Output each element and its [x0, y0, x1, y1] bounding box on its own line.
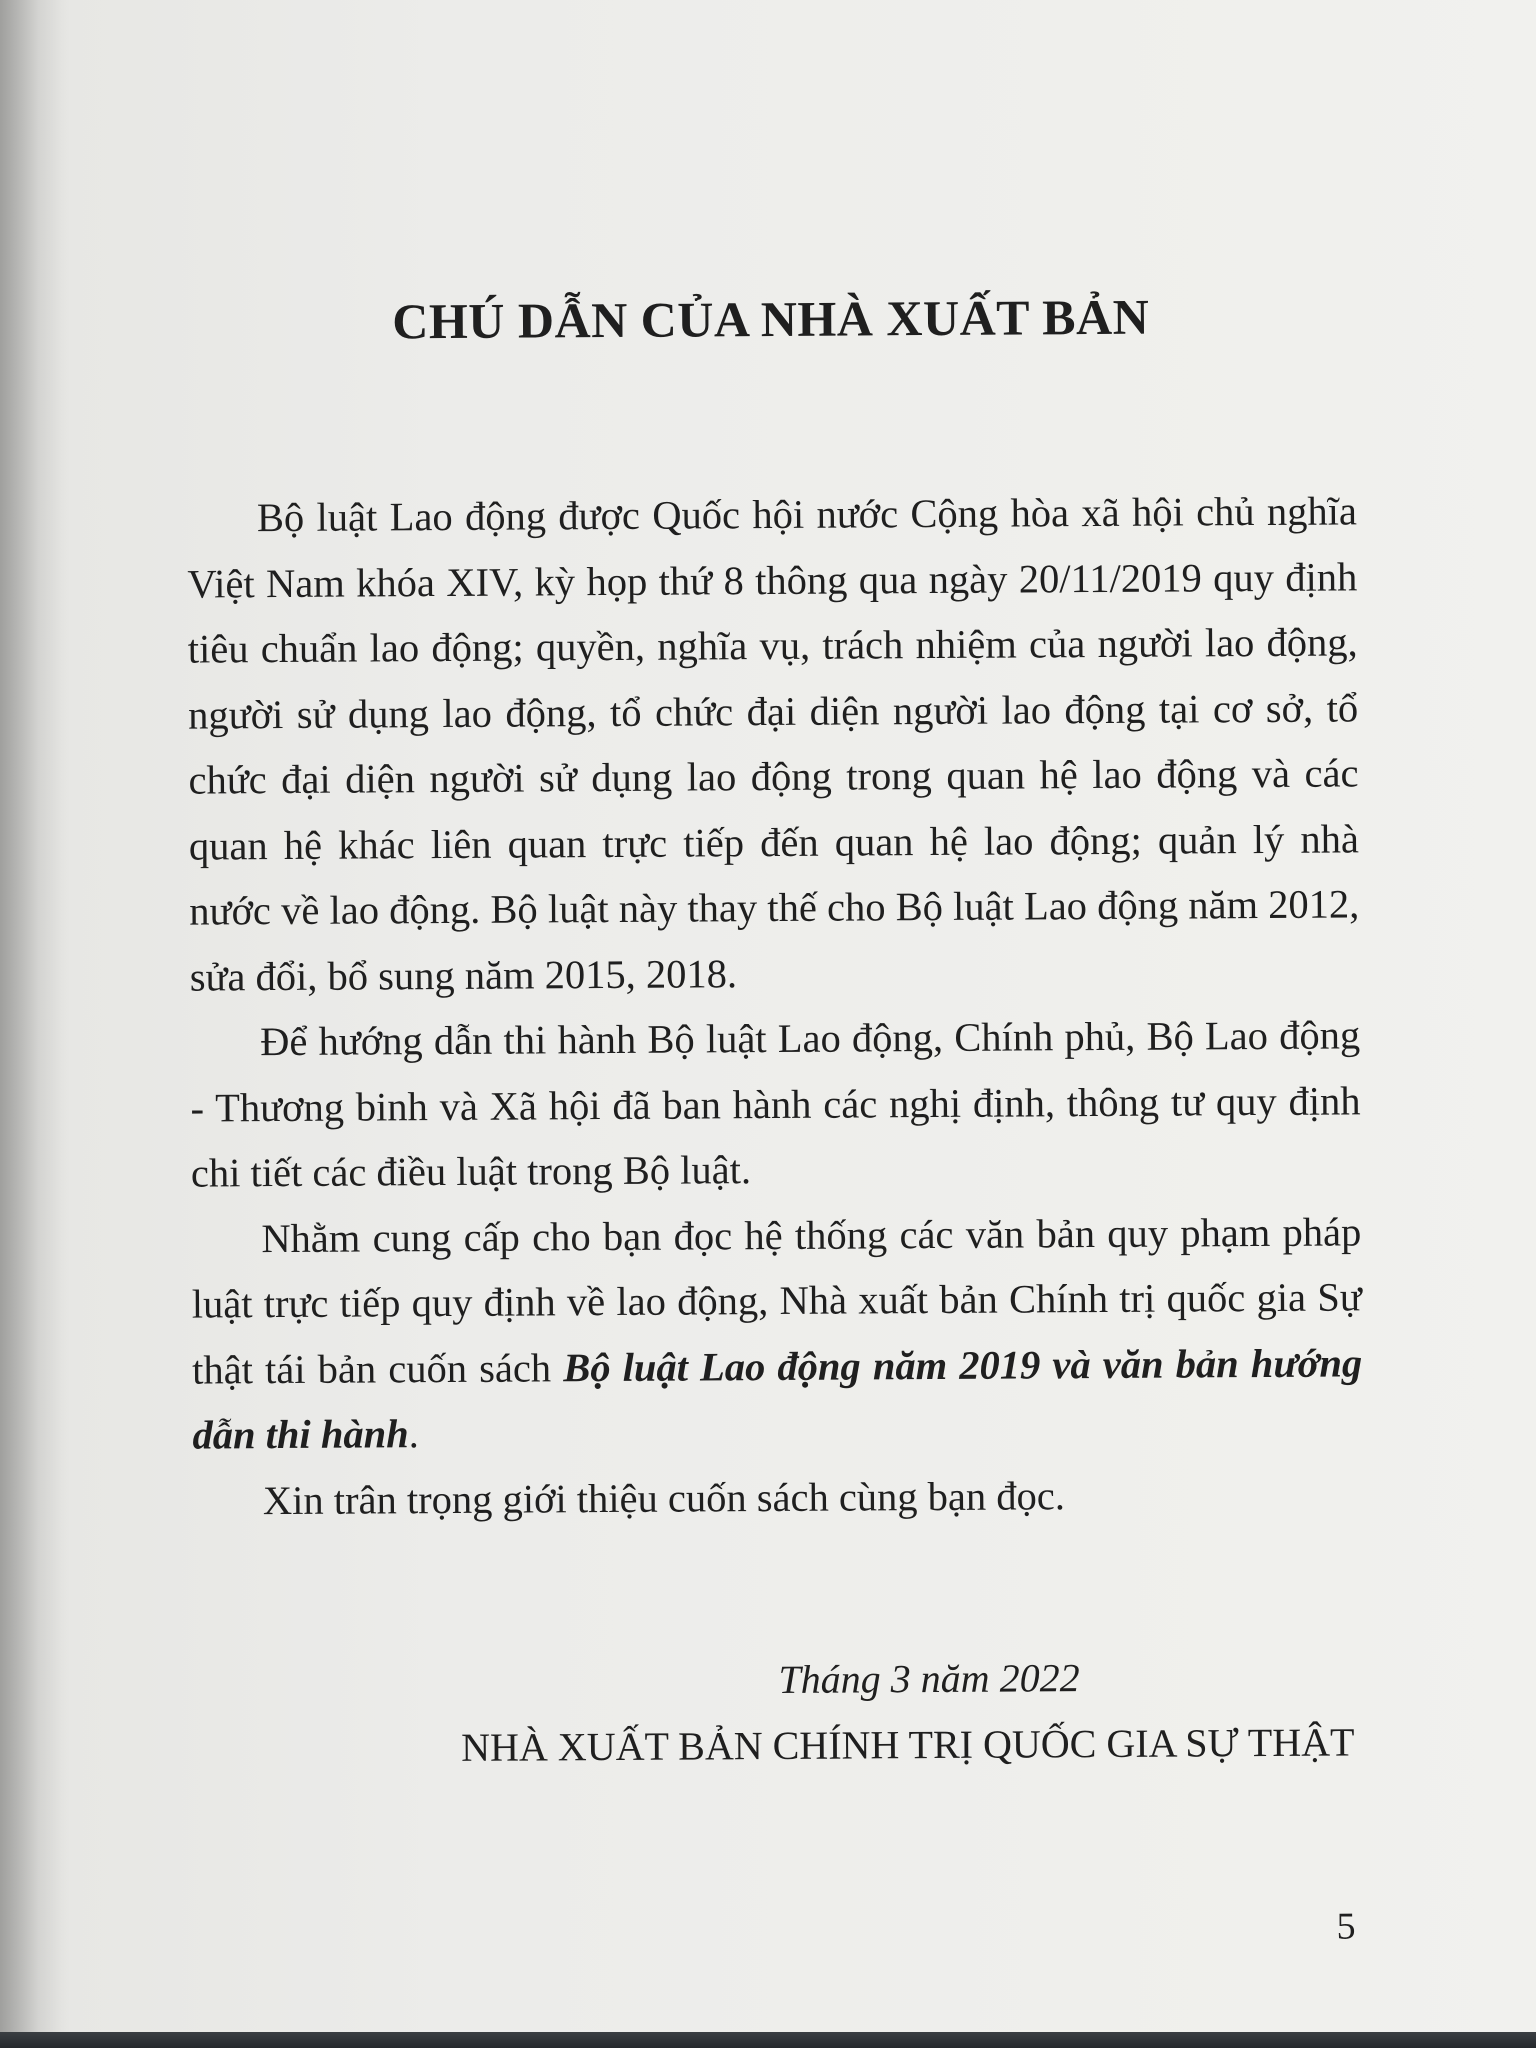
paragraph-1: Bộ luật Lao động được Quốc hội nước Cộng hòa xã hội chủ nghĩa Việt Nam khóa XIV, kỳ họp thứ 8 thông qua ngày 20/11/2019 quy định tiêu chuẩn lao động; quyền, nghĩa vụ, trách nhiệm của người lao động, người sử dụng lao động, tổ chức đại diện người lao động tại cơ sở, tổ chức đại diện người sử dụng lao động trong quan hệ lao động và các quan hệ khác liên quan trực tiếp đến quan hệ lao động; quản lý nhà nước về lao động. Bộ luật này thay thế cho Bộ luật Lao động năm 2012, sửa đổi, bổ sung năm 2015, 2018. [187, 488, 1360, 1000]
signature-publisher: NHÀ XUẤT BẢN CHÍNH TRỊ QUỐC GIA SỰ THẬT [461, 1719, 1355, 1770]
paragraph-4: Xin trân trọng giới thiệu cuốn sách cùng bạn đọc. [262, 1472, 1066, 1523]
signature-date: Tháng 3 năm 2022 [778, 1655, 1080, 1702]
book-title-reference: Bộ luật Lao động năm 2019 và văn bản hướng dẫn thi hành [192, 1339, 1363, 1458]
paragraph-2: Để hướng dẫn thi hành Bộ luật Lao động, Chính phủ, Bộ Lao động - Thương binh và Xã hội đã ban hành các nghị định, thông tư quy định chi tiết các điều luật trong Bộ luật. [190, 1012, 1361, 1196]
paragraph-3 [191, 1199, 1363, 1468]
paragraph-3-end: . [408, 1411, 419, 1457]
page-heading: CHÚ DẪN CỦA NHÀ XUẤT BẢN [392, 288, 1150, 350]
signature-block [194, 1646, 1365, 1779]
body-text [187, 478, 1363, 1533]
page-number: 5 [1336, 1905, 1356, 1948]
book-gutter-shadow [0, 0, 70, 2048]
paragraph-3-lead: Nhằm cung cấp cho bạn đọc hệ thống các văn bản quy phạm pháp luật trực tiếp quy định về lao động, Nhà xuất bản Chính trị quốc gia Sự thật tái bản cuốn sách [191, 1208, 1362, 1393]
book-page [184, 0, 1366, 2034]
page-bottom-edge [0, 2032, 1536, 2048]
